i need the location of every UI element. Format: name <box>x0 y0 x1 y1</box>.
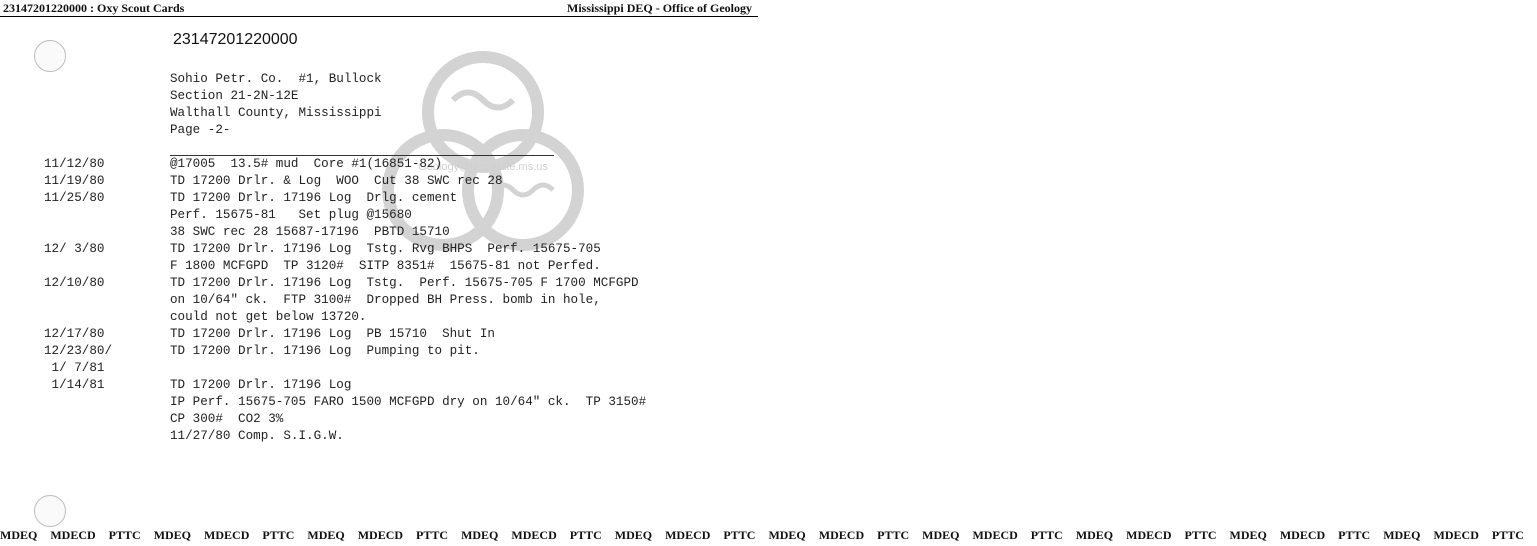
header-title: 23147201220000 : Oxy Scout Cards <box>3 1 185 15</box>
footer-word: PTTC <box>262 528 295 542</box>
entry-text: 11/27/80 Comp. S.I.G.W. <box>170 429 344 443</box>
punch-hole <box>34 495 66 527</box>
footer-word: PTTC <box>877 528 910 542</box>
entry-date: 12/23/80/ <box>44 344 113 358</box>
footer-word: PTTC <box>416 528 449 542</box>
mdeq-seal-watermark <box>383 50 583 250</box>
footer-word: MDECD <box>511 528 557 542</box>
footer-word: MDEQ <box>461 528 499 542</box>
entry-text: TD 17200 Drlr. 17196 Log Pumping to pit. <box>170 344 480 358</box>
footer-word: PTTC <box>723 528 756 542</box>
footer-word: MDEQ <box>614 528 653 542</box>
entry-text: could not get below 13720. <box>170 310 367 324</box>
footer-word: MDECD <box>1433 528 1479 542</box>
entry-text: TD 17200 Drlr. 17196 Log Drlg. cement <box>170 191 458 205</box>
footer-word: PTTC <box>1030 528 1063 542</box>
entry-date: 11/25/80 <box>44 191 105 205</box>
entry-text: TD 17200 Drlr. 17196 Log Tstg. Perf. 15675-705 F 1700 MCFGPD <box>170 276 639 290</box>
footer-word: PTTC <box>569 528 602 542</box>
entry-date: 12/ 3/80 <box>44 242 105 256</box>
entry-text: TD 17200 Drlr. 17196 Log <box>170 378 352 392</box>
entry-text: on 10/64" ck. FTP 3100# Dropped BH Press. bomb in hole, <box>170 293 601 307</box>
footer-word: MDEQ <box>307 528 345 542</box>
page-header <box>0 0 758 17</box>
well-operator: Sohio Petr. Co. #1, Bullock <box>170 72 382 86</box>
footer-word: MDEQ <box>768 528 806 542</box>
page-number: Page -2- <box>170 123 231 137</box>
footer-word: MDEQ <box>922 528 960 542</box>
footer-word: PTTC <box>1338 528 1371 542</box>
footer-word: PTTC <box>108 528 141 542</box>
footer-word: MDECD <box>1279 528 1326 542</box>
entry-date: 11/19/80 <box>44 174 105 188</box>
entry-text: 38 SWC rec 28 15687-17196 PBTD 15710 <box>170 225 450 239</box>
entry-date: 11/12/80 <box>44 157 105 171</box>
punch-hole <box>34 40 66 72</box>
footer-word: MDEQ <box>153 528 192 542</box>
entry-text: F 1800 MCFGPD TP 3120# SITP 8351# 15675-81 not Perfed. <box>170 259 601 273</box>
well-location: Section 21-2N-12E <box>170 89 299 103</box>
footer-word: MDECD <box>665 528 711 542</box>
footer-word: MDECD <box>818 528 865 542</box>
entry-text: CP 300# CO2 3% <box>170 412 284 426</box>
card-id: 23147201220000 <box>173 31 298 48</box>
entry-text: TD 17200 Drlr. & Log WOO Cut 38 SWC rec 28 <box>170 174 503 188</box>
watermark-text: Geology@deq.state.ms.us <box>418 161 548 173</box>
footer-word: MDEQ <box>0 528 38 542</box>
footer-word: MDECD <box>1126 528 1172 542</box>
footer-word: MDECD <box>50 528 96 542</box>
entry-date: 1/14/81 <box>44 378 105 392</box>
footer-word: MDEQ <box>1075 528 1114 542</box>
footer-word: MDECD <box>204 528 250 542</box>
entry-text: Perf. 15675-81 Set plug @15680 <box>170 208 412 222</box>
entry-text: @17005 13.5# mud Core #1(16851-82) <box>170 157 443 171</box>
page-footer <box>0 528 1524 546</box>
footer-word: MDECD <box>357 528 404 542</box>
footer-word: PTTC <box>1491 528 1524 542</box>
footer-word: PTTC <box>1184 528 1217 542</box>
entry-date: 12/10/80 <box>44 276 105 290</box>
entry-date: 12/17/80 <box>44 327 105 341</box>
well-county: Walthall County, Mississippi <box>170 106 382 120</box>
entry-text: TD 17200 Drlr. 17196 Log PB 15710 Shut In <box>170 327 495 341</box>
footer-word: MDEQ <box>1229 528 1267 542</box>
entry-date: 1/ 7/81 <box>44 361 105 375</box>
header-agency: Mississippi DEQ - Office of Geology <box>567 1 752 15</box>
footer-word: MDEQ <box>1383 528 1421 542</box>
footer-word: MDECD <box>972 528 1018 542</box>
entry-text: IP Perf. 15675-705 FARO 1500 MCFGPD dry on 10/64" ck. TP 3150# <box>170 395 647 409</box>
entry-text: TD 17200 Drlr. 17196 Log Tstg. Rvg BHPS Perf. 15675-705 <box>170 242 601 256</box>
